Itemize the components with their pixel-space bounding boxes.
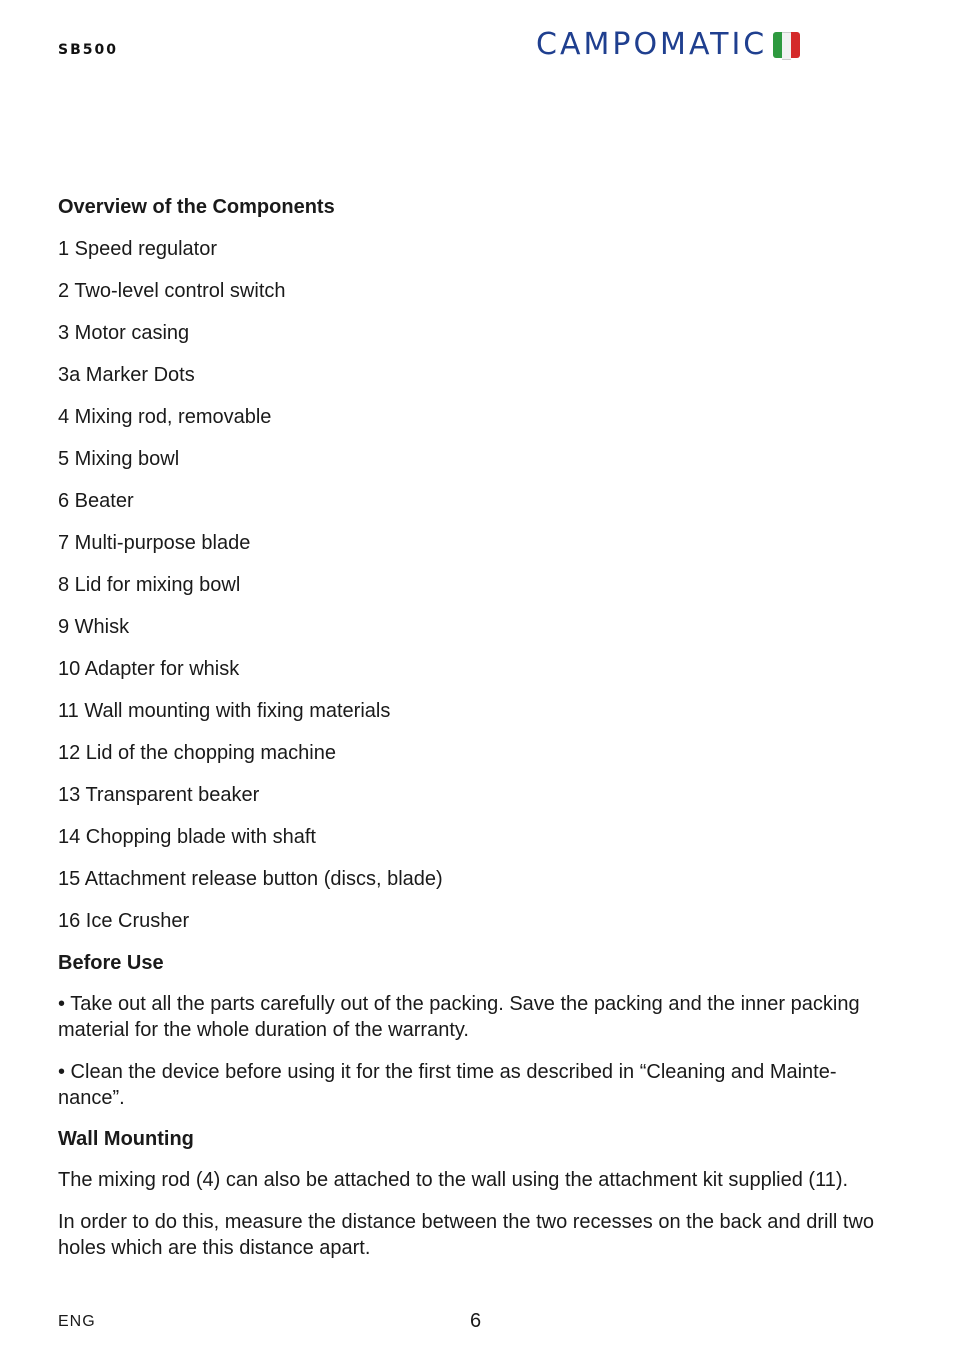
wall-mounting-heading: Wall Mounting — [58, 1128, 194, 1150]
brand-logo — [536, 27, 800, 62]
component-item: 14 Chopping blade with shaft — [58, 826, 316, 848]
component-item: 6 Beater — [58, 490, 134, 512]
component-item: 8 Lid for mixing bowl — [58, 574, 241, 596]
component-item: 1 Speed regulator — [58, 238, 218, 260]
component-item: 12 Lid of the chopping machine — [58, 742, 336, 764]
component-item: 2 Two-level control switch — [58, 280, 286, 302]
before-use-bullet: • Take out all the parts carefully out of the packing. Save the packing and the inner packing material for the whole duration of the warranty. — [58, 993, 860, 1041]
italian-flag-icon — [773, 32, 800, 58]
before-use-bullet: • Clean the device before using it for the first time as described in “Cleaning and Mainte-nance”. — [58, 1061, 837, 1109]
model-label: SB500 — [58, 42, 118, 58]
document-body — [58, 195, 898, 1261]
brand-name: CAMPOMATIC — [536, 27, 768, 62]
component-item: 10 Adapter for whisk — [58, 658, 240, 680]
component-item: 4 Mixing rod, removable — [58, 406, 272, 428]
component-item: 5 Mixing bowl — [58, 448, 180, 470]
footer-language: ENG — [58, 1313, 96, 1330]
wall-mounting-paragraph: The mixing rod (4) can also be attached to the wall using the attachment kit supplied (11). — [58, 1169, 849, 1191]
component-item: 7 Multi-purpose blade — [58, 532, 251, 554]
component-item: 9 Whisk — [58, 616, 130, 638]
component-item: 11 Wall mounting with fixing materials — [58, 700, 391, 722]
component-item: 15 Attachment release button (discs, blade) — [58, 868, 443, 890]
wall-mounting-paragraph: In order to do this, measure the distance between the two recesses on the back and drill two holes which are this distance apart. — [58, 1211, 875, 1259]
page-number: 6 — [470, 1310, 482, 1332]
component-item: 16 Ice Crusher — [58, 910, 190, 932]
component-item: 3a Marker Dots — [58, 364, 195, 386]
component-item: 3 Motor casing — [58, 322, 190, 344]
component-item: 13 Transparent beaker — [58, 784, 260, 806]
overview-heading: Overview of the Components — [58, 196, 335, 218]
before-use-heading: Before Use — [58, 952, 164, 974]
